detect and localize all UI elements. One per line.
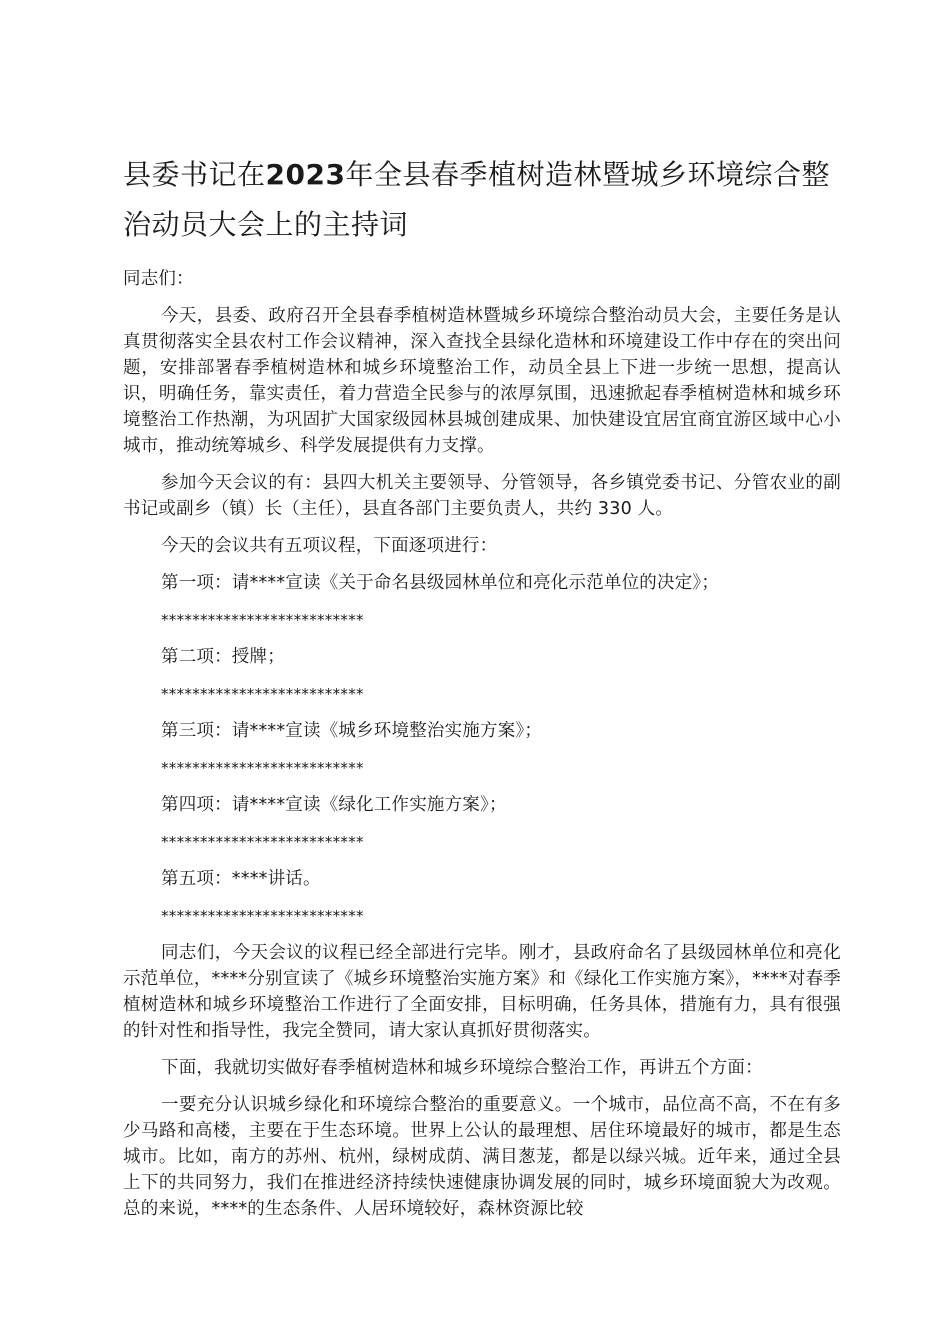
agenda-item-4: 第四项：请****宣读《绿化工作实施方案》； xyxy=(161,795,507,815)
paragraph-attendees: 参加今天会议的有：县四大机关主要领导、分管领导，各乡镇党委书记、分管农业的副书记或副乡（镇）长（主任），县直各部门主要负责人，共约 330 人。 xyxy=(123,473,841,519)
separator-2: ************************** xyxy=(161,685,364,703)
paragraph-summary: 同志们，今天会议的议程已经全部进行完毕。刚才，县政府命名了县级园林单位和亮化示范单位，****分别宣读了《城乡环境整治实施方案》和《绿化工作实施方案》，****对春季植树造林和城乡环境整治工作进行了全面安排，目标明确，任务具体，措施有力，具有很强的针对性和指导性，我完全赞同，请大家认真抓好贯彻落实。 xyxy=(123,943,841,1041)
paragraph-agenda-intro: 今天的会议共有五项议程，下面逐项进行： xyxy=(161,536,498,556)
title-part1: 县委书记在 xyxy=(123,158,266,191)
agenda-item-2: 第二项：授牌； xyxy=(161,647,285,667)
separator-4: ************************** xyxy=(161,833,364,851)
paragraph-point-one: 一要充分认识城乡绿化和环境综合整治的重要意义。一个城市，品位高不高，不在有多少马路和高楼，主要在于生态环境。世界上公认的最理想、居住环境最好的城市，都是生态城市。比如，南方的苏州、杭州，绿树成荫、满目葱茏，都是以绿兴城。近年来，通过全县上下的共同努力，我们在推进经济持续快速健康协调发展的同时，城乡环境面貌大为改观。总的来说，****的生态条件、人居环境较好，森林资源比较 xyxy=(123,1095,841,1219)
agenda-item-5: 第五项：****讲话。 xyxy=(161,869,321,889)
document-title xyxy=(123,150,841,250)
salutation: 同志们： xyxy=(123,269,194,289)
separator-5: ************************** xyxy=(161,907,364,925)
agenda-item-3: 第三项：请****宣读《城乡环境整治实施方案》； xyxy=(161,721,543,741)
separator-3: ************************** xyxy=(161,759,364,777)
title-year: 2023 xyxy=(265,158,346,191)
agenda-item-1: 第一项：请****宣读《关于命名县级园林单位和亮化示范单位的决定》； xyxy=(161,573,720,593)
title-part2: 年全县春季植树造林暨城乡环境综合整治动员大会上的主持词 xyxy=(123,158,830,241)
paragraph-intro: 今天，县委、政府召开全县春季植树造林暨城乡环境综合整治动员大会，主要任务是认真贯彻落实全县农村工作会议精神，深入查找全县绿化造林和环境建设工作中存在的突出问题，安排部署春季植树造林和城乡环境整治工作，动员全县上下进一步统一思想，提高认识，明确任务，靠实责任，着力营造全民参与的浓厚氛围，迅速掀起春季植树造林和城乡环境整治工作热潮，为巩固扩大国家级园林县城创建成果、加快建设宜居宜商宜游区域中心小城市，推动统筹城乡、科学发展提供有力支撑。 xyxy=(123,306,841,456)
separator-1: ************************** xyxy=(161,611,364,629)
paragraph-five-aspects: 下面，我就切实做好春季植树造林和城乡环境综合整治工作，再讲五个方面： xyxy=(161,1058,763,1078)
document-page xyxy=(123,150,841,1233)
